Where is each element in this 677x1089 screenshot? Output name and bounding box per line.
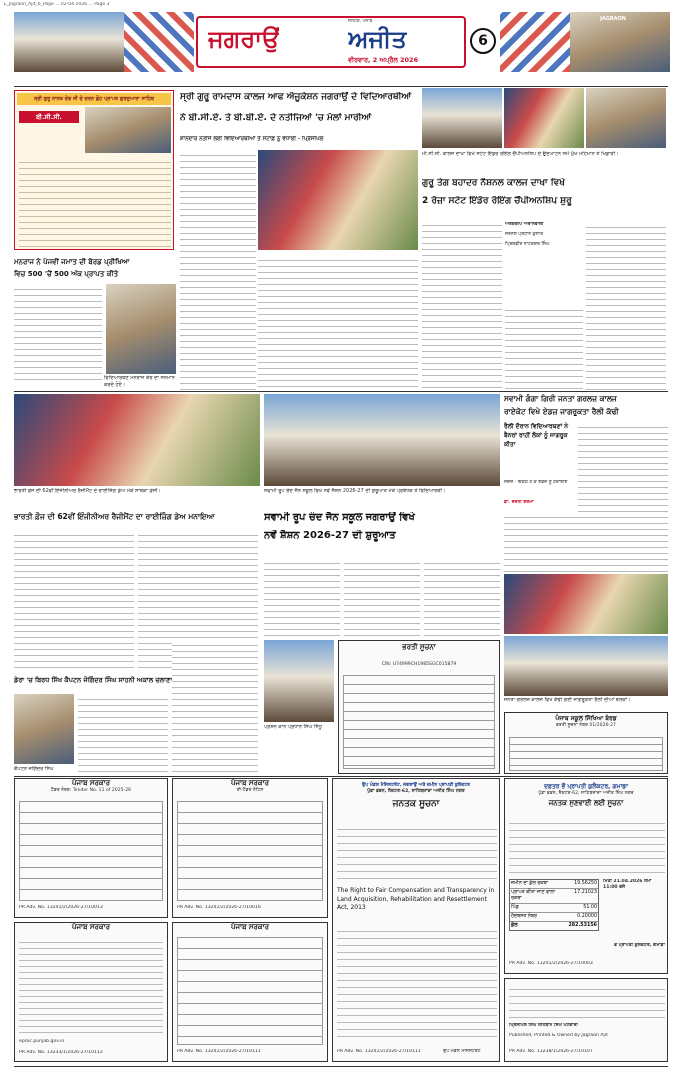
table-row (510, 913, 598, 922)
ad-punjab-sarkar-3-site: eproc.punjab.gov.in (19, 1039, 65, 1044)
ad-jantak-suchna-footer: PR Adv. No. 13241/2/2026-27/10111 (337, 1049, 421, 1054)
story6-body-col3 (424, 558, 500, 638)
ad-jantak-suchna-address: ਪੁੱਡਾ ਭਵਨ, ਸੈਕਟਰ-62, ਸਾਹਿਬਜ਼ਾਦਾ ਅਜੀਤ ਸਿੰਘ ਨਗਰ (367, 788, 465, 794)
ad-punjab-board-ref: ਭਰਤੀ ਸੂਚਨਾ ਨੰਬਰ 01/2026-27 (556, 722, 616, 728)
ad-bottom-right-footer: PR Adv. No. 13238/1/2026-27/10107 (509, 1049, 593, 1054)
masthead-photo-left (14, 12, 124, 72)
story3-headline-2: 2 ਰੋਜ਼ਾ ਸਟੇਟ ਇੰਡੋਰ ਰੋਇੰਗ ਚੈਂਪੀਅਨਸ਼ਿਪ ਸ਼ੁਰੂ (422, 196, 572, 206)
divider (14, 391, 668, 392)
story2-headline-2: ਵਿਚ 500 'ਚੋਂ 500 ਅੰਕ ਪ੍ਰਾਪਤ ਕੀਤੇ (14, 270, 119, 278)
ad-punjab-board-table (509, 737, 663, 771)
story1-subhead: ਸ਼ਾਨਦਾਰ ਨਤੀਜੇ ਲਈ ਵਿਦਿਆਰਥੀਆਂ ਤੇ ਸਟਾਫ਼ ਨੂੰ ਵਧਾਈ - ਪ੍ਰਿੰਸੀਪਲ (180, 136, 324, 142)
story7-body-col1 (78, 694, 168, 774)
table-cell-value: 282.53156 (568, 922, 597, 928)
story3-caption: ਮੀ.ਸੀ.ਸੀ. ਕਾਲਜ ਦਾਖਾ ਵਿਖੇ ਸਟੇਟ ਇੰਡੋਰ ਰੋਇੰਗ ਚੈਂਪੀਅਨਸ਼ਿਪ ਦੇ ਉਦਘਾਟਨ ਸਮੇਂ ਮੁੱਖ ਮਹਿਮਾਨ ਤੇ ਖਿਡਾਰੀ। (422, 151, 619, 157)
ad-greater-mohali-title: ਦਫ਼ਤਰ ਭੌਂ ਪ੍ਰਾਪਤੀ ਕੁਲੈਕਟਰ, ਗਮਾਡਾ (544, 783, 628, 790)
table-cell-value: 0.20000 (577, 913, 597, 919)
story4-headline-2: ਰਾਏਕੋਟ ਵਿਖੇ ਏਡਜ਼ ਜਾਗਰੂਕਤਾ ਰੈਲੀ ਕੱਢੀ (504, 407, 619, 416)
ad-greater-mohali-subtitle: ਜਨਤਕ ਸੁਣਵਾਈ ਲਈ ਸੂਚਨਾ (548, 798, 624, 807)
table-row (510, 922, 598, 930)
ad-greater-mohali-signature: ਭੌਂ ਪ੍ਰਾਪਤੀ ਕੁਲੈਕਟਰ, ਗਮਾਡਾ (614, 943, 665, 948)
story4-headline-1: ਸਵਾਮੀ ਗੰਗਾ ਗਿਰੀ ਜਨਤਾ ਗਰਲਜ਼ ਕਾਲਜ (504, 394, 617, 403)
story3-sub-note: ਜਰਨਲ ਪ੍ਰਧਾਨ ਕੁਲਾਰ (505, 231, 544, 237)
masthead-date: ਵੀਰਵਾਰ, 2 ਅਪ੍ਰੈਲ 2026 (348, 56, 419, 64)
ad-greater-mohali-body (509, 817, 665, 875)
story6-headline-1: ਸਵਾਮੀ ਰੂਪ ਚੰਦ ਜੈਨ ਸਕੂਲ ਜਗਰਾਉਂ ਵਿਖੇ (264, 512, 415, 523)
ad-punjab-sarkar-1-footer: PR Adv. No. 13241/2/2026-27/10013 (19, 905, 103, 910)
story5-photo (14, 394, 260, 486)
ad-punjab-sarkar-1 (14, 778, 168, 918)
ad-punjab-sarkar-3-body (19, 937, 163, 1037)
ad-punjab-sarkar-4 (172, 922, 328, 1062)
ad-punjab-board-title: ਪੰਜਾਬ ਸਕੂਲ ਸਿੱਖਿਆ ਬੋਰਡ (555, 715, 617, 722)
ad-punjab-sarkar-1-table (19, 801, 163, 901)
story4-body-col2 (504, 512, 668, 572)
table-cell-label: ਪਿੰਡ (511, 904, 519, 910)
ad-greater-mohali-address: ਪੁੱਡਾ ਭਵਨ, ਸੈਕਟਰ-62, ਸਾਹਿਬਜ਼ਾਦਾ ਅਜੀਤ ਸਿੰਘ ਨਗਰ (538, 790, 634, 796)
story3-body-col1 (422, 220, 502, 390)
story7-headline: ਡੇਰਾ 'ਚ ਬਿਰਧ ਸਿੱਖ ਕੈਪਟਨ ਜੋਗਿੰਦਰ ਸਿੰਘ ਸਾਹਨੀ ਅਕਾਲ ਚਲਾਣਾ (14, 676, 173, 684)
story3-body-col2 (505, 305, 583, 390)
table-cell-value: 17.21023 (574, 889, 597, 895)
divider (14, 86, 668, 87)
story5-photo-caption: ਭਾਰਤੀ ਫ਼ੌਜ ਦੀ 62ਵੀਂ ਇੰਜੀਨੀਅਰ ਰੈਜੀਮੈਂਟ ਦੇ ਰਾਈਜ਼ਿੰਗ ਡੇਅ ਮੌਕੇ ਸਾਬਕਾ ਫ਼ੌਜੀ। (14, 488, 161, 494)
story3-photo-2 (504, 88, 584, 148)
table-cell-label: ਕੁੱਲ (511, 922, 518, 928)
story7-officer-photo (264, 640, 334, 722)
story4-sig-name: ਡਾ. ਰਜਨੀ ਸ਼ਰਮਾ (504, 500, 534, 505)
ad-bottom-right-line2: Published, Printed & Owned by Jagraon Ajit (509, 1033, 608, 1038)
ad-bottom-right-body (509, 983, 665, 1019)
left-feature-banner: ਸ੍ਰੀ ਗੁਰੂ ਨਾਨਕ ਦੇਵ ਜੀ ਦੇ ਚਰਨ ਛੋਹ ਪ੍ਰਾਪਤ ਗੁਰਦੁਆਰਾ ਸਾਹਿਬ (17, 93, 171, 105)
story6-photo-caption: ਸਵਾਮੀ ਰੂਪ ਚੰਦ ਜੈਨ ਸਕੂਲ ਵਿਖੇ ਨਵੇਂ ਸੈਸ਼ਨ 2026-27 ਦੀ ਸ਼ੁਰੂਆਤ ਮੌਕੇ ਪ੍ਰਬੰਧਕ ਤੇ ਵਿਦਿਆਰਥੀ। (264, 488, 446, 494)
masthead-photo-label: JAGRAON (600, 16, 626, 22)
story1-photo (258, 150, 418, 250)
table-cell-label: ਜ਼ਮੀਨ ਦਾ ਕੁੱਲ ਰਕਬਾ (511, 881, 548, 886)
masthead (0, 10, 677, 80)
ad-bharti-suchna-table (343, 675, 495, 769)
divider (14, 776, 668, 777)
ad-punjab-board (504, 712, 668, 774)
story6-body-col1 (264, 558, 340, 638)
table-cell-label: ਪ੍ਰਾਪਤ ਕੀਤਾ ਜਾਣ ਵਾਲਾ ਰਕਬਾ (511, 889, 555, 901)
masthead-edition: ਜਲੰਧਰ, ਪੰਜਾਬ (348, 19, 373, 24)
ad-punjab-sarkar-2-table (177, 801, 323, 901)
table-row (510, 904, 598, 913)
ad-bottom-right-line1: ਪ੍ਰਿੰਸੀਪਲ ਸਿੰਘ ਸਹਿਬਾਨ ਸਿੰਘ ਪਟਵਾਰੀ (509, 1023, 578, 1028)
table-row (510, 880, 598, 889)
masthead-photo-right (570, 12, 670, 72)
ad-punjab-sarkar-3-footer: PR Adv. No. 13233/1/2026-27/10112 (19, 1050, 103, 1055)
story1-headline-2: ਨੇ ਬੀ.ਸੀ.ਏ. ਤੇ ਬੀ.ਬੀ.ਏ. ਦੇ ਨਤੀਜਿਆਂ 'ਚ ਮੱਲਾਂ ਮਾਰੀਆਂ (180, 113, 372, 123)
story4-pull-quote: ਰੈਲੀ ਦੌਰਾਨ ਵਿਦਿਆਰਥਣਾਂ ਨੇ ਬੈਨਰਾਂ ਰਾਹੀਂ ਲੋਕਾਂ ਨੂੰ ਜਾਗਰੂਕ ਕੀਤਾ (504, 423, 569, 448)
left-feature-box (14, 90, 174, 250)
story3-photo-1 (422, 88, 502, 148)
masthead-title-box (196, 16, 466, 68)
ad-punjab-sarkar-1-title: ਪੰਜਾਬ ਸਰਕਾਰ (71, 779, 110, 787)
masthead-title-right: ਅਜੀਤ (348, 25, 407, 53)
story3-sub-name: ਅਰਸ਼ਦੀਪ ਐਰਾਨਵਾਲੀ (505, 222, 544, 227)
ad-punjab-sarkar-3-title: ਪੰਜਾਬ ਸਰਕਾਰ (71, 923, 110, 931)
ad-punjab-sarkar-4-footer: PR Adv. No. 13241/2/2026-27/10111 (177, 1049, 261, 1054)
story5-headline: ਭਾਰਤੀ ਫ਼ੌਜ ਦੀ 62ਵੀਂ ਇੰਜੀਨੀਅਰ ਰੈਜੀਮੈਂਟ ਦਾ ਰਾਈਜ਼ਿੰਗ ਡੇਅ ਮਨਾਇਆ (14, 512, 215, 521)
ad-greater-mohali-table (509, 879, 599, 931)
file-info-strip: L_Jagraon_Ajit_6_Page ... 02-04-2026 ... Page 3 (4, 2, 110, 7)
story7-officer-caption: ਪ੍ਰਸ਼ਨ ਕਾਨ ਪ੍ਰਧਾਨ ਸਿੰਘ ਸਿੱਧੂ (264, 724, 322, 730)
masthead-pattern-left (124, 12, 194, 72)
story4-body-col1 (578, 422, 668, 522)
story2-caption: ਵਿਦਿਆਰਥਣ ਮਨਰਾਜ ਕੌਰ ਦਾ ਸਨਮਾਨ ਕਰਦੇ ਹੋਏ। (104, 375, 175, 388)
table-cell-label: ਹੱਦਬਸਤ ਨੰਬਰ (511, 913, 537, 919)
ad-punjab-sarkar-4-title: ਪੰਜਾਬ ਸਰਕਾਰ (230, 923, 269, 931)
story2-photo (106, 284, 176, 374)
ad-punjab-sarkar-2 (172, 778, 328, 918)
story3-sidebar (505, 222, 583, 302)
ad-jantak-suchna-office: ਉਪ ਮੰਡਲ ਮੈਜਿਸਟਰੇਟ, ਜਗਰਾਉਂ ਅਤੇ ਜ਼ਮੀਨ ਪ੍ਰਾਪਤੀ ਕੁਲੈਕਟਰ (361, 783, 471, 788)
story4-photo-1 (504, 574, 668, 634)
divider (14, 1066, 668, 1067)
story3-photo-3 (586, 88, 666, 148)
story4-photo-2 (504, 636, 668, 696)
left-feature-photo (85, 107, 171, 153)
story3-body-col3 (586, 222, 666, 390)
ad-bharti-suchna-cin: CIN: U74999CH1985SGC015879 (381, 661, 457, 667)
ad-punjab-sarkar-2-title: ਪੰਜਾਬ ਸਰਕਾਰ (230, 779, 269, 787)
ad-jantak-suchna-signature: ਉਪ ਮੰਡਲ ਮੈਜਿਸਟਰੇਟ (443, 1049, 481, 1054)
ad-jantak-suchna (332, 778, 500, 1062)
story2-headline-1: ਮਨਰਾਜ ਨੇ ਪੰਜਵੀਂ ਜਮਾਤ ਦੀ ਬੋਰਡ ਪ੍ਰੀਖਿਆ (14, 258, 130, 266)
left-feature-badge: ਬੀ.ਸੀ.ਸੀ. (19, 111, 79, 123)
story4-sig: ਸੰਦੇਸ਼ - ਇਕੱਠੇ ਹੋ ਕੇ ਏਡਜ਼ ਨੂੰ ਹਰਾਈਏ (504, 480, 568, 485)
story1-headline-1: ਸ੍ਰੀ ਗੁਰੂ ਰਾਮਦਾਸ ਕਾਲਜ ਆਫ ਐਜੂਕੇਸ਼ਨ ਜਗਰਾਉਂ ਦੇ ਵਿਦਿਆਰਥੀਆਂ (180, 92, 412, 102)
ad-jantak-suchna-body-1 (337, 823, 497, 883)
ad-bharti-suchna-title: ਭਰਤੀ ਸੂਚਨਾ (402, 643, 436, 651)
page-number-badge: 6 (470, 28, 496, 54)
ad-jantak-suchna-act: The Right to Fair Compensation and Transparency in Land Acquisition, Rehabilitation and Resettlement Act, 2013 (337, 887, 495, 912)
ad-punjab-sarkar-2-ref: ਈ-ਟੈਂਡਰ ਨੋਟਿਸ (236, 787, 264, 793)
ad-punjab-sarkar-2-footer: PR Adv. No. 13241/2/2026-27/10016 (177, 905, 261, 910)
ad-greater-mohali (504, 778, 668, 974)
ad-greater-mohali-hearing: ਮਿਤੀ 21.04.2026 ਸਮਾਂ 11:00 ਵਜੇ (603, 879, 652, 890)
ad-punjab-sarkar-1-ref: ਟੈਂਡਰ ਨੰਬਰ: Tender No. 11 of 2025-26 (50, 787, 132, 793)
story3-headline-1: ਗੁਰੂ ਤੇਗ ਬਹਾਦਰ ਨੈਸ਼ਨਲ ਕਾਲਜ ਦਾਖਾ ਵਿਖੇ (422, 178, 565, 188)
story6-body-col2 (344, 558, 420, 638)
ad-jantak-suchna-body-2 (337, 925, 497, 1037)
story7-body-col2 (172, 640, 258, 774)
story7-portrait (14, 694, 74, 764)
ad-punjab-sarkar-4-table (177, 937, 323, 1045)
story2-body (14, 284, 102, 384)
story1-body-col2 (258, 255, 418, 390)
story6-photo (264, 394, 500, 486)
ad-greater-mohali-footer: PR Adv. No. 13241/2/2026-27/10003 (509, 961, 593, 966)
story1-body-col1 (180, 150, 256, 390)
ad-punjab-sarkar-3 (14, 922, 168, 1062)
story3-sub-note2: ਪ੍ਰਿਥਵੀਰ ਨਾਟਕਦਰ ਸਿੰਘ (505, 241, 550, 247)
ad-bottom-right (504, 978, 668, 1062)
ad-bharti-suchna (338, 640, 500, 774)
story6-headline-2: ਨਵੇਂ ਸ਼ੈਸ਼ਨ 2026-27 ਦੀ ਸ਼ੁਰੂਆਤ (264, 530, 396, 541)
ad-jantak-suchna-title: ਜਨਤਕ ਸੂਚਨਾ (392, 798, 440, 809)
left-feature-text (19, 157, 171, 247)
story4-caption: ਜਨਤਾ ਗਰਲਜ਼ ਕਾਲਜ ਵਿਖੇ ਕੱਢੀ ਗਈ ਜਾਗਰੂਕਤਾ ਰੈਲੀ ਦੀਆਂ ਝਲਕਾਂ। (504, 697, 631, 703)
masthead-pattern-right (500, 12, 570, 72)
story7-portrait-caption: ਕੈਪਟਨ ਜੋਗਿੰਦਰ ਸਿੰਘ (14, 766, 54, 772)
table-cell-value: 51.00 (583, 904, 597, 910)
table-row (510, 889, 598, 904)
table-cell-value: 19.56250 (574, 881, 597, 886)
masthead-title-left: ਜਗਰਾਉਂ (208, 25, 280, 53)
story5-body-col1 (14, 530, 134, 670)
